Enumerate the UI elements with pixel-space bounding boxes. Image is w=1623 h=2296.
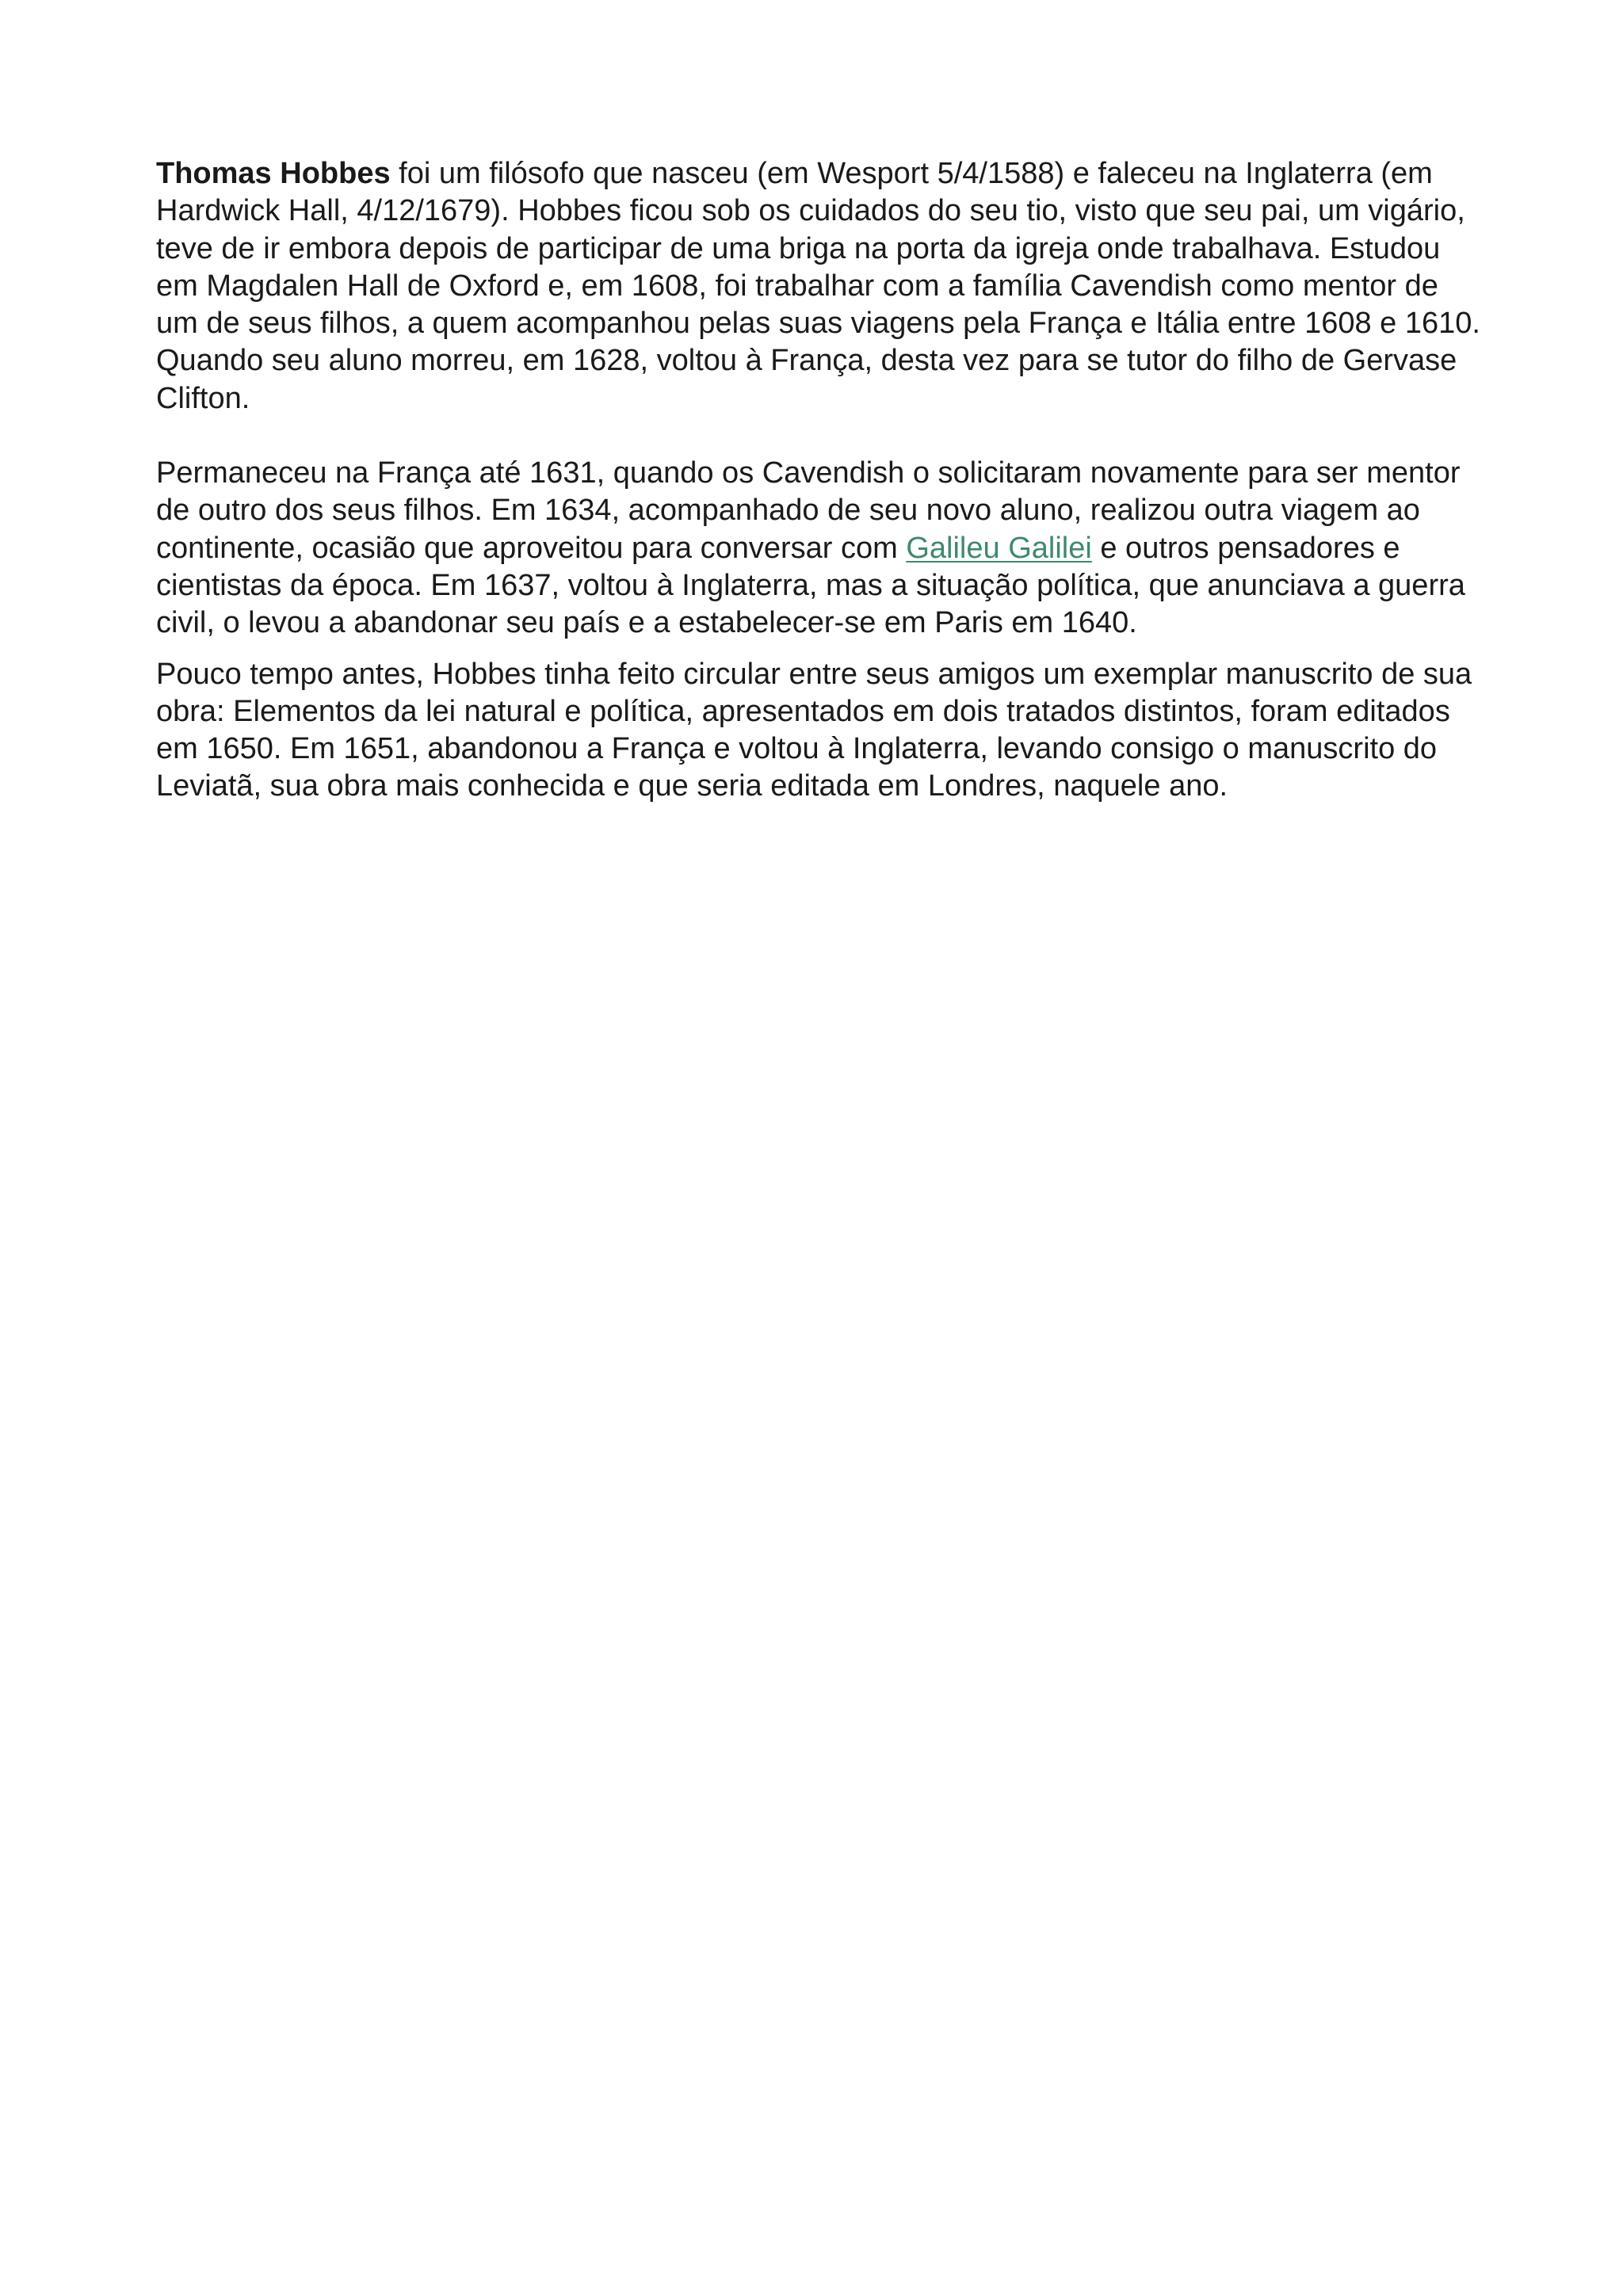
paragraph-1-text: foi um filósofo que nasceu (em Wesport 5/4/1588) e faleceu na Inglaterra (em Hardwick Hall, 4/12/1679). Hobbes ficou sob os cuidados do seu tio, visto que seu pai, um vigário, teve de ir embora depois de participar de uma briga na porta da igreja onde trabalhava. Estudou em Magdalen Hall de Oxford e, em 1608, foi trabalhar com a família Cavendish como mentor de um de seus filhos, a quem acompanhou pelas suas viagens pela França e Itália entre 1608 e 1610. Quando seu aluno morreu, em 1628, voltou à França, desta vez para se tutor do filho de Gervase Clifton.: [156, 157, 1480, 415]
paragraph-2-text-before: Permaneceu na França até 1631, quando os Cavendish o solicitaram novamente para ser mentor de outro dos seus filhos. Em 1634, acompanhado de seu novo aluno, realizou outra viagem ao continente, ocasião que aproveitou para conversar com: [156, 456, 1461, 565]
galileu-galilei-link[interactable]: Galileu Galilei: [906, 531, 1092, 565]
paragraph-france-period: [156, 455, 1487, 642]
paragraph-biography-intro: [156, 155, 1487, 418]
document-body: [156, 155, 1487, 806]
paragraph-2-text-after: e outros pensadores e cientistas da época. Em 1637, voltou à Inglaterra, mas a situação política, que anunciava a guerra civil, o levou a abandonar seu país e a estabelecer-se em Paris em 1640.: [156, 531, 1465, 640]
paragraph-3-text: Pouco tempo antes, Hobbes tinha feito circular entre seus amigos um exemplar manuscrito de sua obra: Elementos da lei natural e política, apresentados em dois tratados distintos, foram editados em 1650. Em 1651, abandonou a França e voltou à Inglaterra, levando consigo o manuscrito do Leviatã, sua obra mais conhecida e que seria editada em Londres, naquele ano.: [156, 657, 1472, 803]
subject-name: Thomas Hobbes: [156, 157, 391, 190]
paragraph-works: [156, 656, 1487, 806]
